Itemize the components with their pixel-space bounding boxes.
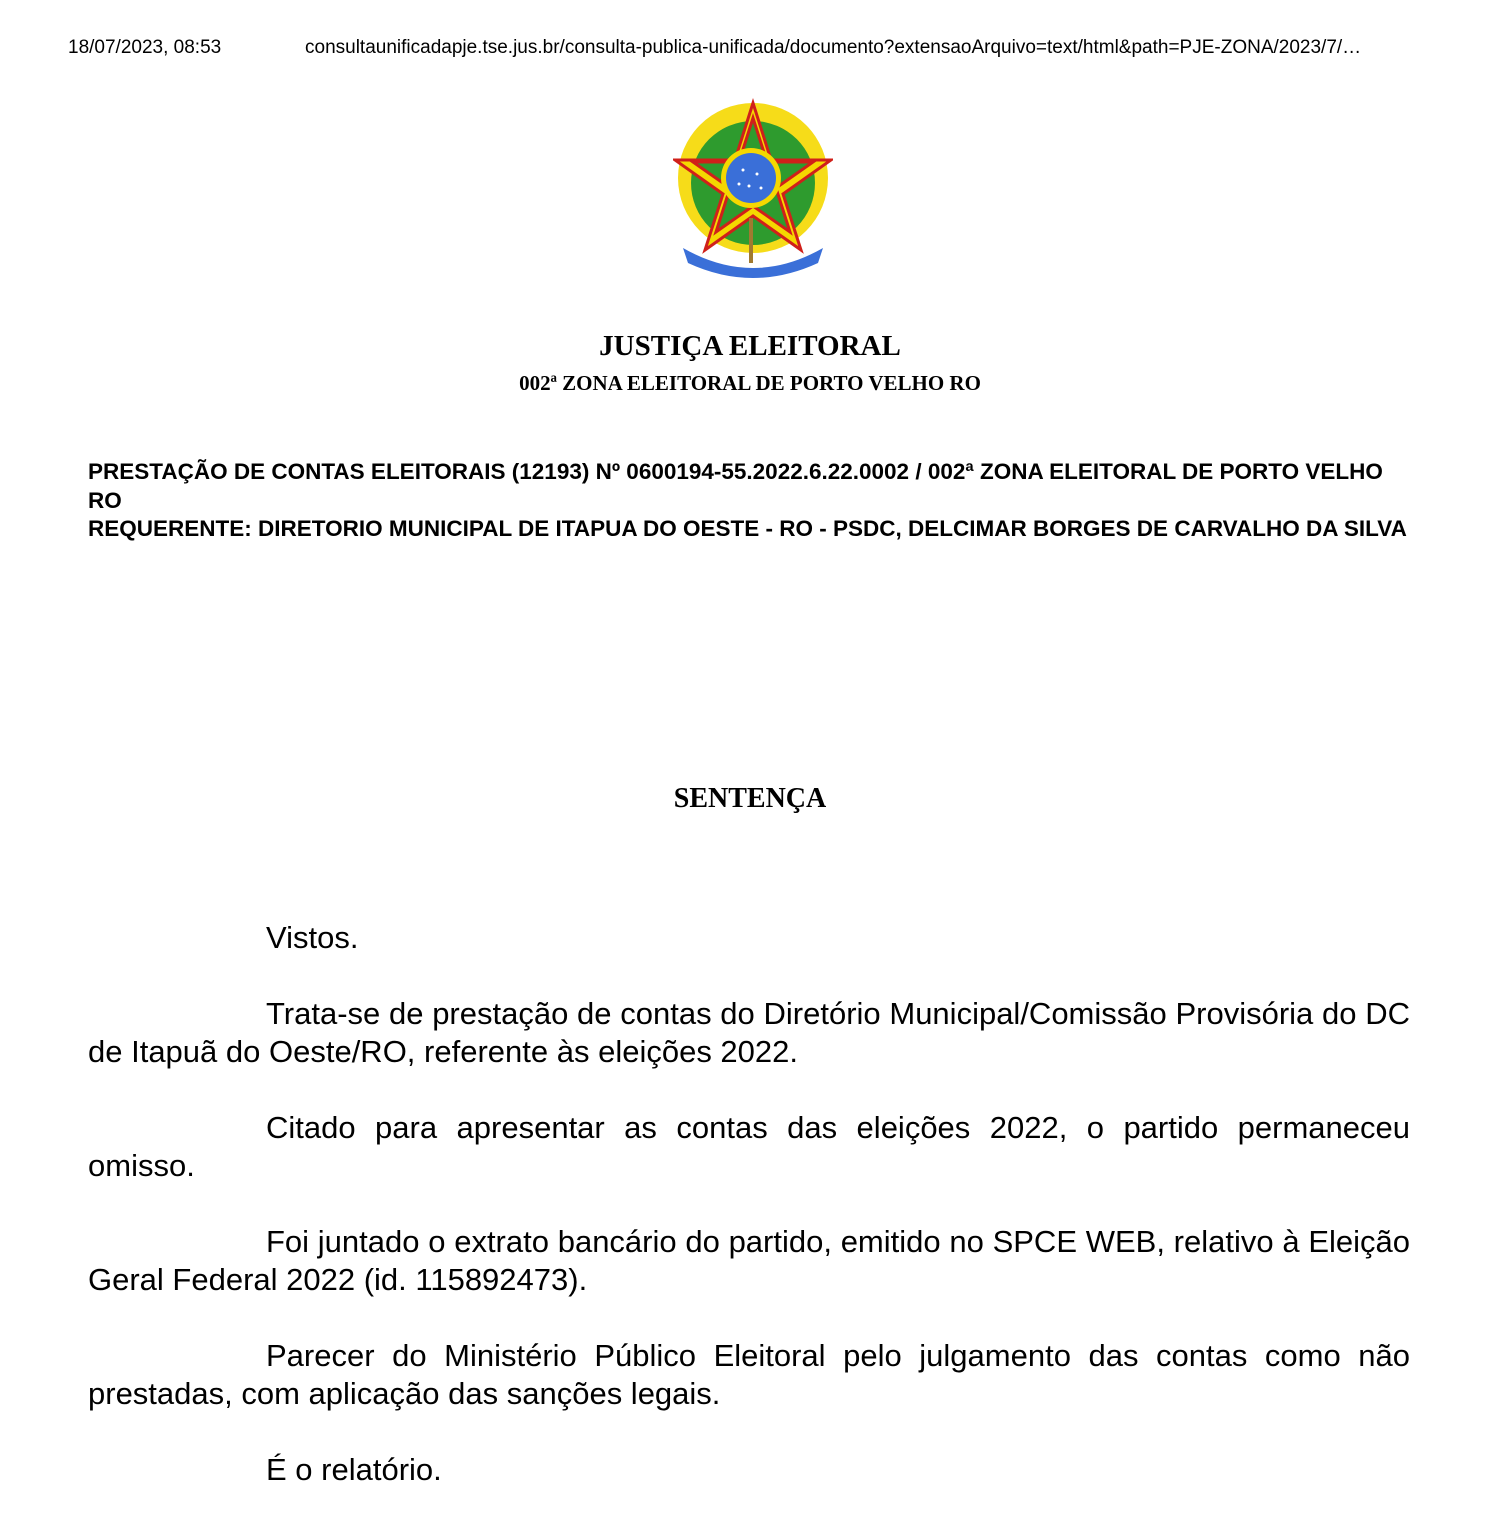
- paragraph: Parecer do Ministério Público Eleitoral pelo julgamento das contas como não prestadas, com aplicação das sanções legais.: [88, 1338, 1410, 1411]
- case-info: [88, 458, 1413, 544]
- case-number: PRESTAÇÃO DE CONTAS ELEITORAIS (12193) Nº 0600194-55.2022.6.22.0002 / 002ª ZONA ELEITORAL DE PORTO VELHO RO: [88, 459, 1383, 513]
- case-requester: REQUERENTE: DIRETORIO MUNICIPAL DE ITAPUA DO OESTE - RO - PSDC, DELCIMAR BORGES DE CARVALHO DA SILVA: [88, 516, 1407, 541]
- paragraph: Citado para apresentar as contas das eleições 2022, o partido permaneceu omisso.: [88, 1110, 1410, 1183]
- print-datetime: 18/07/2023, 08:53: [68, 37, 222, 58]
- document-title: SENTENÇA: [673, 783, 827, 814]
- court-subtitle: 002ª ZONA ELEITORAL DE PORTO VELHO RO: [519, 371, 981, 395]
- paragraph: É o relatório.: [266, 1452, 442, 1487]
- paragraph: Trata-se de prestação de contas do Diretório Municipal/Comissão Provisória do DC de Itapuã do Oeste/RO, referente às eleições 2022.: [88, 996, 1410, 1069]
- paragraph: Foi juntado o extrato bancário do partido, emitido no SPCE WEB, relativo à Eleição Geral Federal 2022 (id. 115892473).: [88, 1224, 1410, 1297]
- document-body: [88, 919, 1410, 1527]
- print-url: consultaunificadapje.tse.jus.br/consulta-publica-unificada/documento?extensaoArquivo=text/html&path=PJE-ZONA/2023/7/…: [305, 37, 1362, 58]
- court-title: JUSTIÇA ELEITORAL: [599, 330, 901, 362]
- paragraph: Vistos.: [266, 920, 359, 955]
- brazil-coat-of-arms-icon: [673, 98, 833, 278]
